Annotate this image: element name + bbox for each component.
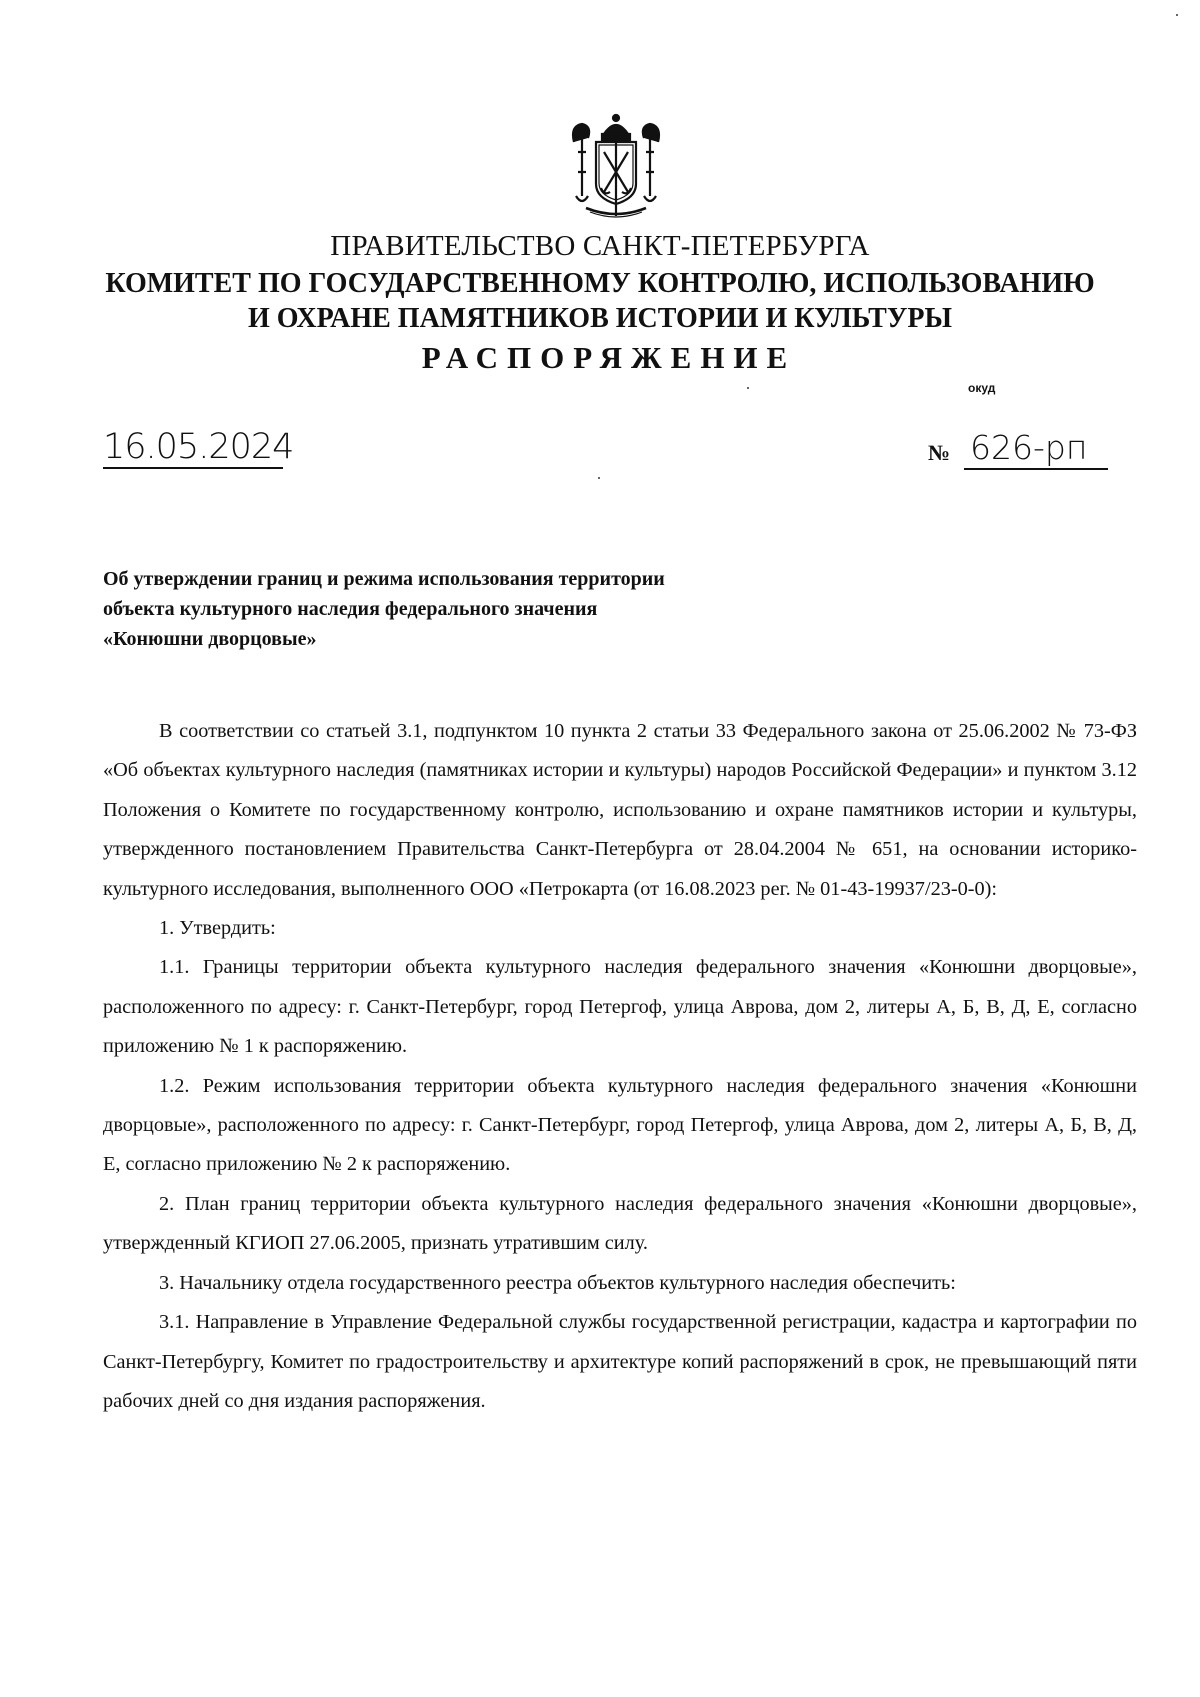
scan-speck	[747, 387, 749, 389]
preamble-paragraph: В соответствии со статьей 3.1, подпунктом 10 пункта 2 статьи 33 Федерального закона от 25.06.2002 № 73-ФЗ «Об объектах культурного наследия (памятниках истории и культуры) народов Российской Федерации» и пунктом 3.12 Положения о Комитете по государственному контролю, использованию и охране памятников истории и культуры, утвержденного постановлением Правительства Санкт-Петербурга от 28.04.2004 № 651, на основании историко-культурного исследования, выполненного ООО «Петрокарта (от 16.08.2023 рег. № 01-43-19937/23-0-0):	[103, 720, 1137, 900]
coat-of-arms-icon	[568, 112, 664, 220]
okud-label: окуд	[968, 381, 996, 395]
scan-speck	[1176, 14, 1178, 16]
paragraph-2: 2. План границ территории объекта культурного наследия федерального значения «Конюшни дворцовые», утвержденный КГИОП 27.06.2005, признать утратившим силу.	[103, 1192, 1137, 1255]
subject-line: Об утверждении границ и режима использования территории	[103, 568, 665, 590]
number-sign: №	[928, 440, 951, 465]
document-body	[103, 712, 1137, 1421]
document-number: 626-рп	[964, 428, 1108, 470]
document-subject	[103, 564, 823, 654]
paragraph-3-1: 3.1. Направление в Управление Федеральной службы государственной регистрации, кадастра и картографии по Санкт-Петербургу, Комитет по градостроительству и архитектуре копий распоряжений в срок, не превышающий пяти рабочих дней со дня издания распоряжения.	[103, 1311, 1137, 1412]
scan-speck	[598, 477, 600, 479]
paragraph-3: 3. Начальнику отдела государственного реестра объектов культурного наследия обеспечить:	[159, 1271, 956, 1294]
paragraph-1: 1. Утвердить:	[159, 917, 276, 940]
document-number-field	[928, 428, 1108, 470]
committee-name-line-1: КОМИТЕТ ПО ГОСУДАРСТВЕННОМУ КОНТРОЛЮ, ИСПОЛЬЗОВАНИЮ	[105, 268, 1095, 299]
subject-line: «Конюшни дворцовые»	[103, 628, 317, 650]
paragraph-1-1: 1.1. Границы территории объекта культурного наследия федерального значения «Конюшни дворцовые», расположенного по адресу: г. Санкт-Петербург, город Петергоф, улица Аврова, дом 2, литеры А, Б, В, Д, Е, согласно приложению № 1 к распоряжению.	[103, 956, 1137, 1058]
document-type-title: РАСПОРЯЖЕНИЕ	[421, 340, 797, 375]
document-date: 16.05.2024	[103, 427, 294, 467]
paragraph-1-2: 1.2. Режим использования территории объекта культурного наследия федерального значения «Конюшни дворцовые», расположенного по адресу: г. Санкт-Петербург, город Петергоф, улица Аврова, дом 2, литеры А, Б, В, Д, Е, согласно приложению № 2 к распоряжению.	[103, 1074, 1137, 1176]
subject-line: объекта культурного наследия федерального значения	[103, 598, 598, 620]
government-name: ПРАВИТЕЛЬСТВО САНКТ-ПЕТЕРБУРГА	[330, 230, 870, 262]
committee-name-line-2: И ОХРАНЕ ПАМЯТНИКОВ ИСТОРИИ И КУЛЬТУРЫ	[248, 303, 952, 334]
